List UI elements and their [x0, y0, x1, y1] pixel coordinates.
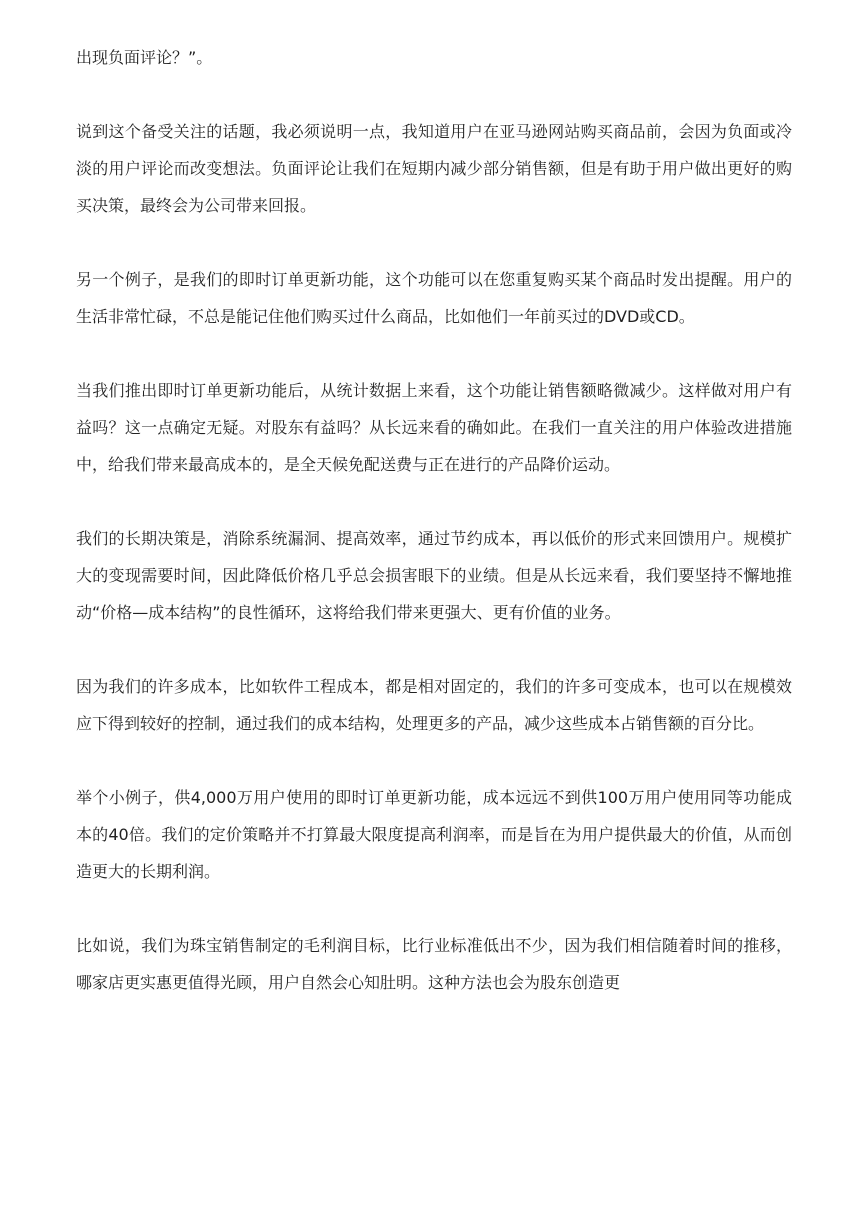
paragraph: 举个小例子，供4,000万用户使用的即时订单更新功能，成本远远不到供100万用户使用同等功能成本的40倍。我们的定价策略并不打算最大限度提高利润率，而是旨在为用户提供最大的价值，从而创造更大的长期利润。 [76, 788, 792, 881]
paragraph: 出现负面评论？”。 [76, 48, 213, 67]
paragraph: 比如说，我们为珠宝销售制定的毛利润目标，比行业标准低出不少，因为我们相信随着时间的推移，哪家店更实惠更值得光顾，用户自然会心知肚明。这种方法也会为股东创造更 [76, 936, 792, 992]
paragraph: 因为我们的许多成本，比如软件工程成本，都是相对固定的，我们的许多可变成本，也可以在规模效应下得到较好的控制，通过我们的成本结构，处理更多的产品，减少这些成本占销售额的百分比。 [76, 677, 792, 733]
paragraph: 当我们推出即时订单更新功能后，从统计数据上来看，这个功能让销售额略微减少。这样做对用户有益吗？这一点确定无疑。对股东有益吗？从长远来看的确如此。在我们一直关注的用户体验改进措施中，给我们带来最高成本的，是全天候免配送费与正在进行的产品降价运动。 [76, 381, 792, 474]
document-page [76, 0, 792, 1038]
paragraph: 另一个例子，是我们的即时订单更新功能，这个功能可以在您重复购买某个商品时发出提醒。用户的生活非常忙碌，不总是能记住他们购买过什么商品，比如他们一年前买过的DVD或CD。 [76, 270, 792, 326]
paragraph: 我们的长期决策是，消除系统漏洞、提高效率，通过节约成本，再以低价的形式来回馈用户。规模扩大的变现需要时间，因此降低价格几乎总会损害眼下的业绩。但是从长远来看，我们要坚持不懈地推动“价格—成本结构”的良性循环，这将给我们带来更强大、更有价值的业务。 [76, 529, 792, 622]
paragraph: 说到这个备受关注的话题，我必须说明一点，我知道用户在亚马逊网站购买商品前，会因为负面或冷淡的用户评论而改变想法。负面评论让我们在短期内减少部分销售额，但是有助于用户做出更好的购买决策，最终会为公司带来回报。 [76, 122, 792, 215]
